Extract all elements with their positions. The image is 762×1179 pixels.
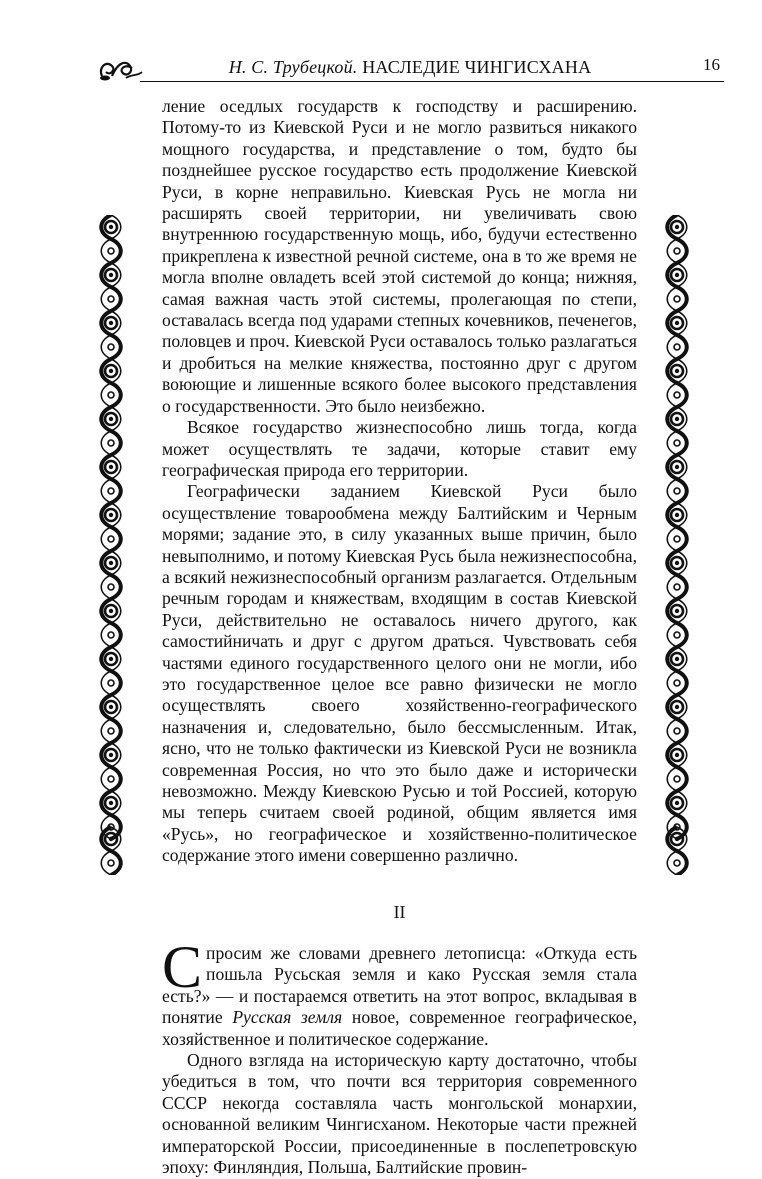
page-header [96,52,724,82]
paragraph-1: ление оседлых государств к господству и расширению. Потому-то из Киевской Руси и не могло развиться никакого мощного государства, и представление о том, будто бы позднейшее русское государство есть продолжение Киевской Руси, в корне неправильно. Киевская Русь не могла ни расширять своей территории, ни увеличивать свою внутреннюю государственную мощь, ибо, будучи естественно прикреплена к известной речной системе, она в то же время не могла вполне овладеть всей этой системой до конца; нижняя, самая важная часть этой системы, пролегающая по степи, оставалась всегда под ударами степных кочевников, печенегов, половцев и проч. Киевской Руси оставалось только разлагаться и дробиться на мелкие княжества, постоянно друг с другом воюющие и лишенные всякого более высокого представления о государственности. Это было неизбежно. [162,96,637,416]
publisher-logo-icon [96,56,144,82]
paragraph-2: Всякое государство жизнеспособно лишь тогда, когда может осуществлять те задачи, которые ставит ему географическая природа его территории. [162,417,637,480]
paragraph-5: Одного взгляда на историческую карту достаточно, чтобы убедиться в том, что почти вся территория современного СССР некогда составляла часть монгольской монархии, основанной великим Чингисханом. Некоторые части прежней императорской России, присоединенные в послепетровскую эпоху: Финляндия, Польша, Балтийские провин- [162,1050,637,1178]
main-text [162,96,637,1179]
page-number: 16 [703,55,720,74]
section-number: II [393,901,406,922]
paragraph-3: Географически заданием Киевской Руси было осуществление товарообмена между Балтийским и Черным морями; задание это, в силу указанных выше причин, было невыполнимо, и потому Киевская Русь была нежизнеспособна, а всякий нежизнеспособный организм разлагается. Отдельным речным городам и княжествам, входящим в состав Киевской Руси, действительно не оставалось ничего другого, как самостийничать и друг с другом драться. Чувствовать себя частями единого государственного целого они не могли, ибо это государственное целое все равно физически не могло осуществлять своего хозяйственно-географического назначения и, следовательно, было бессмысленным. Итак, ясно, что не только фактически из Киевской Руси не возникла современная Россия, но что это было даже и исторически невозможно. Между Киевскою Русью и той Россией, которую мы теперь считаем своей родиной, общим является имя «Русь», но географическое и хозяйственно-политическое содержание этого имени совершенно различно. [162,481,637,866]
drop-cap: С [162,934,203,1001]
paragraph-4 [162,934,637,1050]
header-rule [140,81,724,82]
paragraph-4-text: просим же словами древнего летописца: «Откуда есть пошьла Русьская земля и како Русская земля стала есть?» — и постараемся ответить на этот вопрос, вкладывая в понятие [162,943,637,1028]
paragraph-4-italic: Русская земля [232,1007,343,1028]
left-border-ornament [94,215,128,875]
header-title: НАСЛЕДИЕ ЧИНГИСХАНА [362,57,592,77]
header-author: Н. С. Трубецкой. [228,57,358,77]
running-head [156,57,664,78]
right-border-ornament [660,215,694,875]
paragraph-4-tail: новое, современное географическое, хозяйственное и политическое содержание. [162,1007,637,1049]
